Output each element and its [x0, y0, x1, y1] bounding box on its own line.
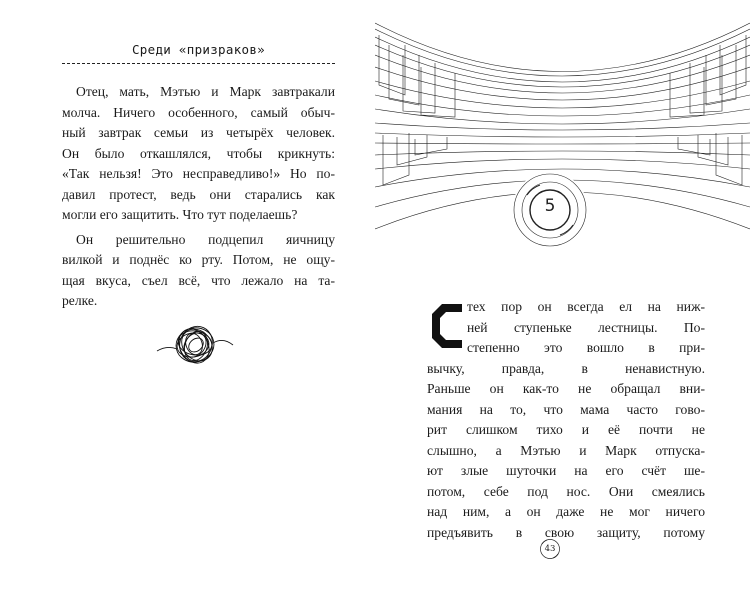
text-line: вилкой и поднёс ко рту. Потом, не ощу-	[62, 252, 335, 267]
text-line: Он решительно подцепил яичницу	[76, 231, 335, 247]
running-head: Среди «призраков»	[131, 42, 266, 57]
text-line: щая вкуса, съел всё, что лежало на та-	[62, 272, 335, 288]
text-line: Отец, мать, Мэтью и Марк завтракали	[76, 84, 335, 99]
text-line: степенно это вошло в при-	[467, 340, 705, 355]
right-page	[375, 0, 750, 600]
text-line: вычку, правда, в ненавистную.	[427, 360, 705, 376]
text-line: могли его защитить. Что тут поделаешь?	[62, 207, 298, 222]
paragraph-2	[62, 230, 335, 312]
text-line: ют злые шуточки на его счёт ше-	[427, 463, 705, 478]
text-line: ней ступеньке лестницы. По-	[467, 319, 705, 335]
text-line: над ним, а он даже не мог ничего	[427, 504, 705, 519]
text-line: Он было откашлялся, чтобы крикнуть:	[62, 145, 335, 161]
chapter-number: 5	[544, 196, 556, 216]
left-page-text	[62, 82, 335, 312]
text-line: потом, себе под нос. Они смеялись	[427, 483, 705, 499]
text-line: мания на то, что мама часто гово-	[427, 401, 705, 417]
scribble-ornament-icon	[155, 315, 235, 375]
text-line: релке.	[62, 293, 98, 308]
running-head-rule	[62, 63, 335, 64]
page-number: 43	[544, 544, 556, 554]
text-line: тех пор он всегда ел на ниж-	[467, 299, 705, 314]
text-line: ный завтрак семьи из четырёх человек.	[62, 125, 335, 140]
text-line: молча. Ничего особенного, самый обыч-	[62, 104, 335, 120]
text-line: предъявить в свою защиту, потому	[427, 524, 705, 540]
text-line: слышно, а Мэтью и Марк отпуска-	[427, 442, 705, 458]
text-line: рит слишком тихо и её почти не	[427, 422, 705, 437]
text-line: Раньше он как-то не обращал вни-	[427, 381, 705, 396]
text-line: «Так нельзя! Это несправедливо!» Но по-	[62, 166, 335, 181]
page-number-badge	[539, 538, 561, 560]
right-page-text	[427, 297, 705, 543]
paragraph-1	[62, 82, 335, 226]
text-line: давил протест, ведь они старались как	[62, 186, 335, 202]
